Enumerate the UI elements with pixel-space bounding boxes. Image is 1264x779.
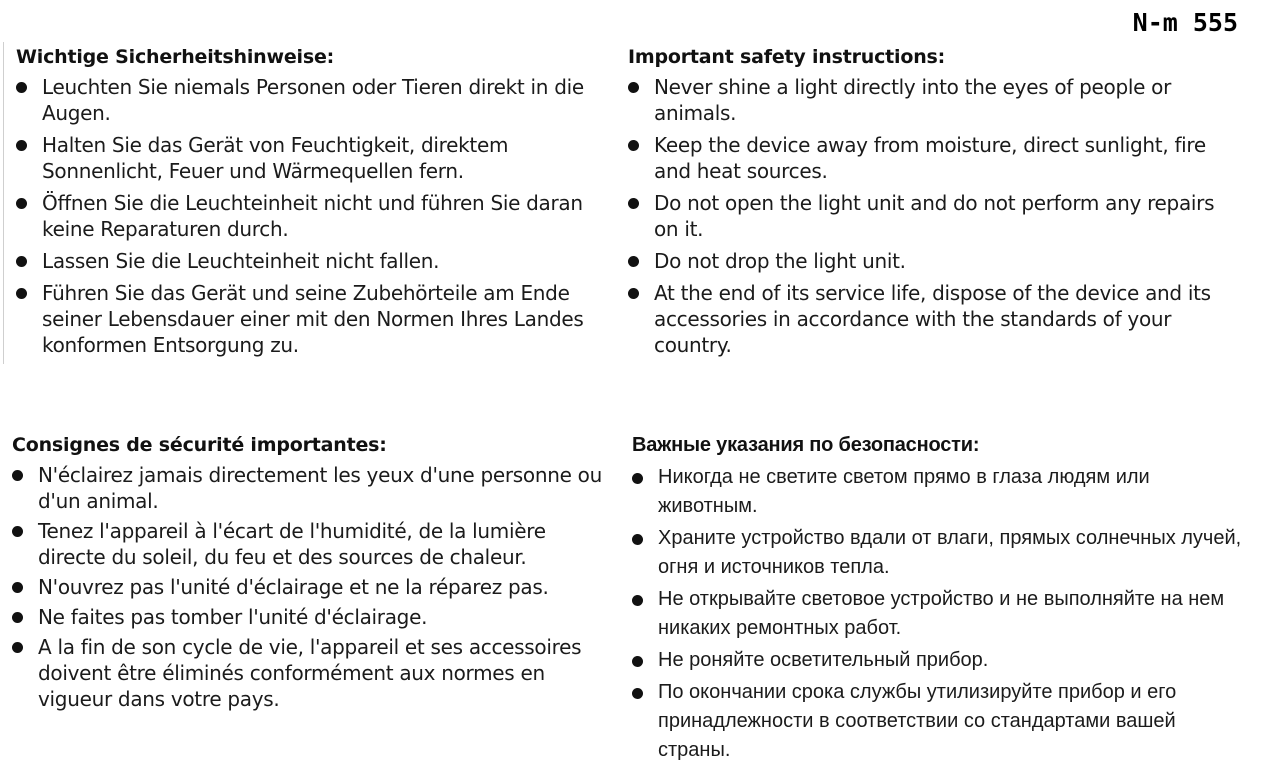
- bullet-icon: [632, 534, 643, 545]
- section-title-english: Important safety instructions:: [628, 46, 946, 68]
- list-item-text: Führen Sie das Gerät und seine Zubehörteile am Ende seiner Lebensdauer einer mit den Normen Ihres Landes konformen Entsorgung zu.: [42, 281, 584, 357]
- list-item-text: Keep the device away from moisture, direct sunlight, fire and heat sources.: [654, 133, 1206, 183]
- bullet-icon: [12, 582, 23, 593]
- list-item: [628, 248, 1228, 274]
- section-title-german: Wichtige Sicherheitshinweise:: [16, 46, 335, 68]
- list-item-text: Никогда не светите светом прямо в глаза людям или животным.: [658, 466, 1150, 517]
- list-item: [16, 190, 596, 242]
- bullet-icon: [16, 140, 27, 151]
- list-item: [16, 74, 596, 126]
- list-item-text: Halten Sie das Gerät von Feuchtigkeit, direktem Sonnenlicht, Feuer und Wärmequellen fern.: [42, 133, 509, 183]
- document-code: N-m 555: [1132, 8, 1238, 37]
- bullet-icon: [16, 82, 27, 93]
- list-item-text: Do not open the light unit and do not perform any repairs on it.: [654, 191, 1215, 241]
- instruction-list-french: [12, 462, 602, 712]
- bullet-icon: [632, 688, 643, 699]
- list-item: [628, 280, 1228, 358]
- section-french: [12, 434, 602, 716]
- list-item-text: Lassen Sie die Leuchteinheit nicht fallen.: [42, 249, 440, 273]
- list-item-text: Ne faites pas tomber l'unité d'éclairage.: [38, 605, 428, 629]
- bullet-icon: [628, 198, 639, 209]
- list-item-text: At the end of its service life, dispose of the device and its accessories in accordance with the standards of your country.: [654, 281, 1211, 357]
- list-item: [12, 604, 602, 630]
- list-item-text: Öffnen Sie die Leuchteinheit nicht und führen Sie daran keine Reparaturen durch.: [42, 191, 583, 241]
- list-item: [628, 74, 1228, 126]
- list-item: [632, 463, 1242, 521]
- bullet-icon: [16, 256, 27, 267]
- bullet-icon: [628, 256, 639, 267]
- list-item: [16, 280, 596, 358]
- list-item: [16, 248, 596, 274]
- list-item: [632, 585, 1242, 643]
- section-german: [16, 46, 596, 364]
- margin-rule: [3, 42, 4, 364]
- list-item-text: Храните устройство вдали от влаги, прямых солнечных лучей, огня и источников тепла.: [658, 527, 1242, 578]
- list-item-text: A la fin de son cycle de vie, l'appareil et ses accessoires doivent être éliminés conformément aux normes en vigueur dans votre pays.: [38, 635, 582, 711]
- list-item: [628, 190, 1228, 242]
- bullet-icon: [12, 526, 23, 537]
- bullet-icon: [12, 642, 23, 653]
- list-item: [16, 132, 596, 184]
- list-item-text: По окончании срока службы утилизируйте прибор и его принадлежности в соответствии со стандартами вашей страны.: [658, 681, 1177, 761]
- bullet-icon: [16, 288, 27, 299]
- list-item-text: N'ouvrez pas l'unité d'éclairage et ne la réparez pas.: [38, 575, 549, 599]
- list-item: [12, 462, 602, 514]
- bullet-icon: [628, 288, 639, 299]
- list-item-text: N'éclairez jamais directement les yeux d'une personne ou d'un animal.: [38, 463, 602, 513]
- bullet-icon: [632, 473, 643, 484]
- list-item-text: Не роняйте осветительный прибор.: [658, 649, 989, 671]
- bullet-icon: [628, 82, 639, 93]
- list-item: [12, 518, 602, 570]
- list-item: [632, 524, 1242, 582]
- list-item-text: Never shine a light directly into the eyes of people or animals.: [654, 75, 1172, 125]
- list-item: [12, 574, 602, 600]
- instruction-list-german: [16, 74, 596, 358]
- list-item-text: Do not drop the light unit.: [654, 249, 906, 273]
- list-item-text: Tenez l'appareil à l'écart de l'humidité, de la lumière directe du soleil, du feu et des sources de chaleur.: [38, 519, 546, 569]
- bullet-icon: [12, 612, 23, 623]
- bullet-icon: [16, 198, 27, 209]
- section-title-french: Consignes de sécurité importantes:: [12, 434, 387, 456]
- list-item: [628, 132, 1228, 184]
- instruction-list-russian: [632, 463, 1242, 765]
- list-item: [632, 678, 1242, 765]
- section-english: [628, 46, 1228, 364]
- list-item-text: Не открывайте световое устройство и не выполняйте на нем никаких ремонтных работ.: [658, 588, 1225, 639]
- bullet-icon: [632, 595, 643, 606]
- bullet-icon: [632, 656, 643, 667]
- list-item: [12, 634, 602, 712]
- list-item-text: Leuchten Sie niemals Personen oder Tieren direkt in die Augen.: [42, 75, 584, 125]
- bullet-icon: [12, 470, 23, 481]
- section-title-russian: Важные указания по безопасности:: [632, 434, 980, 456]
- instruction-list-english: [628, 74, 1228, 358]
- section-russian: [632, 434, 1242, 768]
- bullet-icon: [628, 140, 639, 151]
- list-item: [632, 646, 1242, 675]
